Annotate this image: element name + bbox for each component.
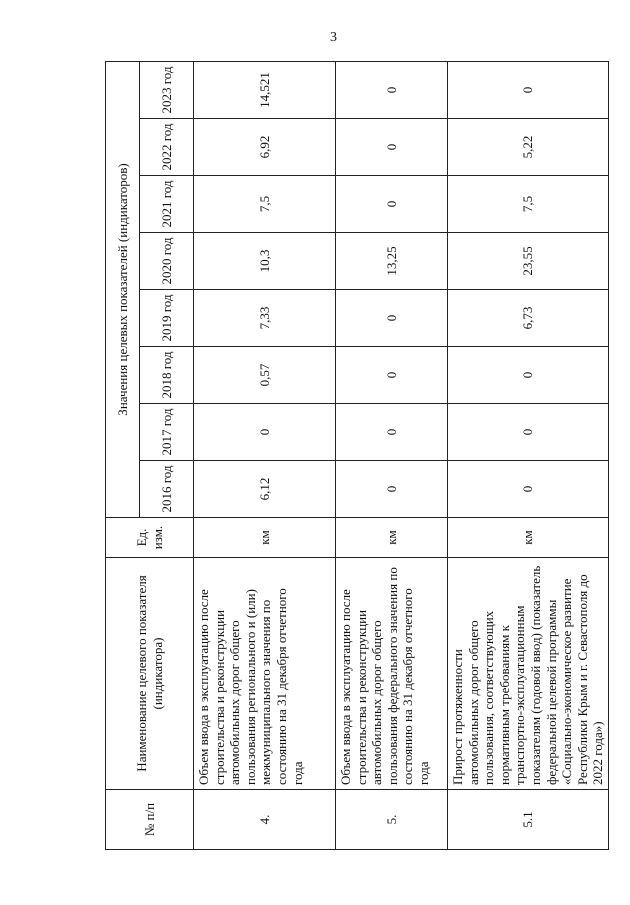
table-row xyxy=(336,61,448,849)
table-container xyxy=(105,62,606,850)
header-year: 2020 год xyxy=(140,233,194,290)
header-year: 2023 год xyxy=(140,61,194,118)
row-name: Объем ввода в эксплуатацию после строительства и реконструкции автомобильных дорог общего пользования федерального значения по состоянию на 31 декабря отчетного года xyxy=(336,558,448,790)
row-value: 0 xyxy=(336,347,448,404)
row-value: 13,25 xyxy=(336,233,448,290)
row-num: 5.1 xyxy=(448,790,609,850)
row-value: 0 xyxy=(336,61,448,118)
row-value: 0 xyxy=(448,461,609,518)
row-value: 7,5 xyxy=(194,176,336,233)
header-year: 2017 год xyxy=(140,404,194,461)
row-unit: км xyxy=(336,518,448,558)
row-name: Объем ввода в эксплуатацию после строительства и реконструкции автомобильных дорог общего пользования регионального и (или) межмуниципального значения по состоянию на 31 декабря отчетного года xyxy=(194,558,336,790)
header-unit: Ед. изм. xyxy=(106,518,194,558)
table-row xyxy=(194,61,336,849)
row-value: 6,12 xyxy=(194,461,336,518)
row-unit: км xyxy=(448,518,609,558)
row-value: 7,5 xyxy=(448,176,609,233)
header-year: 2016 год xyxy=(140,461,194,518)
indicators-table xyxy=(105,61,609,850)
row-num: 5. xyxy=(336,790,448,850)
row-num: 4. xyxy=(194,790,336,850)
row-value: 0 xyxy=(336,290,448,347)
row-value: 6,73 xyxy=(448,290,609,347)
row-value: 0 xyxy=(194,404,336,461)
row-value: 0 xyxy=(336,404,448,461)
row-value: 0 xyxy=(448,61,609,118)
row-value: 0,57 xyxy=(194,347,336,404)
row-value: 23,55 xyxy=(448,233,609,290)
header-year: 2021 год xyxy=(140,176,194,233)
row-value: 7,33 xyxy=(194,290,336,347)
row-value: 0 xyxy=(336,119,448,176)
row-unit: км xyxy=(194,518,336,558)
row-value: 5,22 xyxy=(448,119,609,176)
row-value: 6,92 xyxy=(194,119,336,176)
header-year: 2018 год xyxy=(140,347,194,404)
header-num: № п/п xyxy=(106,790,194,850)
row-value: 0 xyxy=(336,461,448,518)
row-name: Прирост протяженности автомобильных дорог общего пользования, соответствующих нормативным требованиям к транспортно-эксплуатационным показателям (годовой ввод) (показатель федеральной целевой программы «Социально-экономическое развитие Республики Крым и г. Севастополя до 2022 года») xyxy=(448,558,609,790)
header-name: Наименование целевого показателя (индикатора) xyxy=(106,558,194,790)
row-value: 0 xyxy=(448,347,609,404)
page-number: 3 xyxy=(330,30,337,45)
header-values-group: Значения целевых показателей (индикаторов) xyxy=(106,61,140,517)
row-value: 0 xyxy=(336,176,448,233)
row-value: 14,521 xyxy=(194,61,336,118)
table-row xyxy=(448,61,609,849)
row-value: 10,3 xyxy=(194,233,336,290)
header-year: 2022 год xyxy=(140,119,194,176)
header-year: 2019 год xyxy=(140,290,194,347)
row-value: 0 xyxy=(448,404,609,461)
